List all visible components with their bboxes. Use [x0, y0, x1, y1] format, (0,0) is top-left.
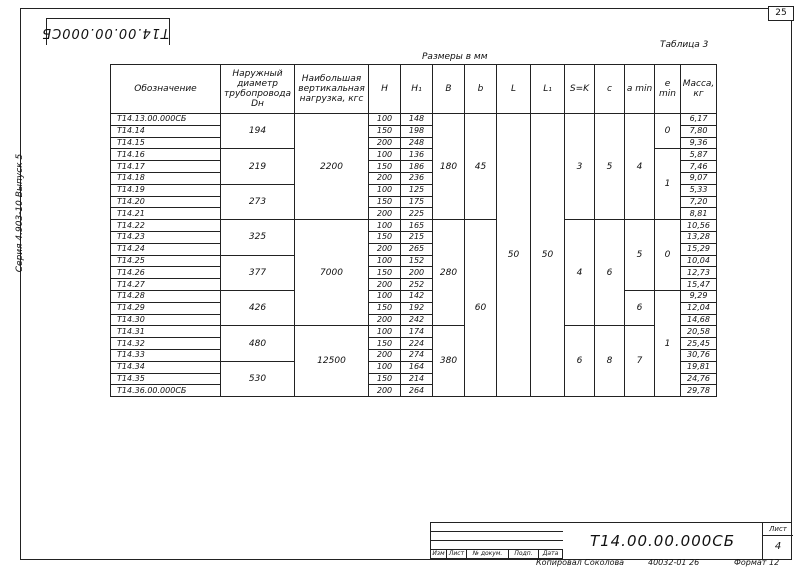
- col-sign: Подп.: [509, 550, 539, 559]
- H-cell: 200: [369, 385, 401, 397]
- designation-cell: Т14.21: [111, 208, 221, 220]
- H1-cell: 264: [401, 385, 433, 397]
- designation-cell: Т14.15: [111, 137, 221, 149]
- header-mass: Масса, кг: [681, 65, 717, 114]
- diameter-cell: 480: [221, 326, 295, 361]
- header-S-K: S=K: [565, 65, 595, 114]
- H1-cell: 200: [401, 267, 433, 279]
- revision-row-empty: [431, 523, 563, 532]
- H-cell: 150: [369, 125, 401, 137]
- H-cell: 100: [369, 255, 401, 267]
- designation-cell: Т14.19: [111, 184, 221, 196]
- copied-by-caption: Копировал Соколова: [536, 558, 625, 567]
- H1-cell: 274: [401, 349, 433, 361]
- H1-cell: 198: [401, 125, 433, 137]
- mass-cell: 15,29: [681, 243, 717, 255]
- header-max-load: Наибольшая вертикальная нагрузка, кгс: [295, 65, 369, 114]
- H-cell: 150: [369, 338, 401, 350]
- c-cell: 8: [595, 326, 625, 397]
- e-cell: 0: [655, 114, 681, 149]
- H1-cell: 225: [401, 208, 433, 220]
- H-cell: 100: [369, 361, 401, 373]
- header-row: [111, 65, 717, 114]
- B-cell: 280: [433, 220, 465, 326]
- mass-cell: 5,33: [681, 184, 717, 196]
- specification-table: [110, 64, 717, 397]
- table-row: [111, 220, 717, 232]
- mass-cell: 5,87: [681, 149, 717, 161]
- H-cell: 200: [369, 137, 401, 149]
- e-cell: 1: [655, 290, 681, 396]
- designation-cell: Т14.14: [111, 125, 221, 137]
- L-cell: 50: [497, 114, 531, 397]
- mass-cell: 19,81: [681, 361, 717, 373]
- H-cell: 200: [369, 314, 401, 326]
- designation-cell: Т14.32: [111, 338, 221, 350]
- designation-cell: Т14.25: [111, 255, 221, 267]
- col-list: Лист: [447, 550, 467, 559]
- designation-cell: Т14.30: [111, 314, 221, 326]
- designation-cell: Т14.20: [111, 196, 221, 208]
- H1-cell: 136: [401, 149, 433, 161]
- designation-cell: Т14.13.00.000СБ: [111, 114, 221, 126]
- a-cell: 5: [625, 220, 655, 291]
- mass-cell: 6,17: [681, 114, 717, 126]
- header-H: H: [369, 65, 401, 114]
- col-date: Дата: [539, 550, 563, 559]
- designation-cell: Т14.16: [111, 149, 221, 161]
- designation-cell: Т14.22: [111, 220, 221, 232]
- load-cell: 7000: [295, 220, 369, 326]
- header-e-min: e min: [655, 65, 681, 114]
- H1-cell: 152: [401, 255, 433, 267]
- revision-row-empty: [431, 541, 563, 550]
- B-cell: 380: [433, 326, 465, 397]
- H1-cell: 214: [401, 373, 433, 385]
- format-caption: Формат 12: [734, 558, 780, 567]
- document-designation: Т14.00.00.000СБ: [563, 523, 763, 559]
- e-cell: 0: [655, 220, 681, 291]
- H-cell: 100: [369, 290, 401, 302]
- H-cell: 200: [369, 243, 401, 255]
- archive-number: 40032-01 26: [648, 558, 700, 567]
- designation-cell: Т14.29: [111, 302, 221, 314]
- designation-cell: Т14.23: [111, 231, 221, 243]
- designation-cell: Т14.18: [111, 172, 221, 184]
- designation-cell: Т14.33: [111, 349, 221, 361]
- H-cell: 100: [369, 220, 401, 232]
- SK-cell: 3: [565, 114, 595, 220]
- H1-cell: 215: [401, 231, 433, 243]
- a-cell: 4: [625, 114, 655, 220]
- mass-cell: 15,47: [681, 279, 717, 291]
- mass-cell: 13,28: [681, 231, 717, 243]
- c-cell: 6: [595, 220, 625, 326]
- diameter-cell: 530: [221, 361, 295, 396]
- H-cell: 100: [369, 326, 401, 338]
- b-cell: 45: [465, 114, 497, 220]
- H1-cell: 252: [401, 279, 433, 291]
- mass-cell: 20,58: [681, 326, 717, 338]
- header-c: c: [595, 65, 625, 114]
- header-b: b: [465, 65, 497, 114]
- designation-cell: Т14.17: [111, 161, 221, 173]
- H-cell: 200: [369, 349, 401, 361]
- B-cell: 180: [433, 114, 465, 220]
- revision-row-empty: [431, 532, 563, 541]
- sheet-box: [763, 523, 793, 559]
- table-caption: Таблица 3: [660, 40, 709, 50]
- H-cell: 100: [369, 149, 401, 161]
- designation-cell: Т14.36.00.000СБ: [111, 385, 221, 397]
- designation-cell: Т14.31: [111, 326, 221, 338]
- mass-cell: 24,76: [681, 373, 717, 385]
- H1-cell: 125: [401, 184, 433, 196]
- mass-cell: 9,36: [681, 137, 717, 149]
- diameter-cell: 377: [221, 255, 295, 290]
- mass-cell: 14,68: [681, 314, 717, 326]
- H1-cell: 248: [401, 137, 433, 149]
- designation-cell: Т14.26: [111, 267, 221, 279]
- SK-cell: 4: [565, 220, 595, 326]
- mass-cell: 29,78: [681, 385, 717, 397]
- H1-cell: 165: [401, 220, 433, 232]
- H1-cell: 224: [401, 338, 433, 350]
- load-cell: 2200: [295, 114, 369, 220]
- designation-cell: Т14.35: [111, 373, 221, 385]
- header-designation: Обозначение: [111, 65, 221, 114]
- designation-cell: Т14.28: [111, 290, 221, 302]
- diameter-cell: 273: [221, 184, 295, 219]
- mass-cell: 10,04: [681, 255, 717, 267]
- H-cell: 200: [369, 279, 401, 291]
- H-cell: 150: [369, 231, 401, 243]
- L1-cell: 50: [531, 114, 565, 397]
- table-row: [111, 290, 717, 302]
- mass-cell: 7,46: [681, 161, 717, 173]
- mass-cell: 10,56: [681, 220, 717, 232]
- b-cell: 60: [465, 220, 497, 397]
- table-row: [111, 326, 717, 338]
- revision-grid: [431, 523, 563, 559]
- load-cell: 12500: [295, 326, 369, 397]
- H1-cell: 192: [401, 302, 433, 314]
- mass-cell: 8,81: [681, 208, 717, 220]
- H1-cell: 265: [401, 243, 433, 255]
- sheet-number: 4: [774, 541, 782, 552]
- col-izm: Изм: [431, 550, 447, 559]
- rotated-designation-stamp: Т14.00.00.000СБ: [46, 18, 170, 45]
- table-row: [111, 114, 717, 126]
- H-cell: 200: [369, 208, 401, 220]
- header-H1: H₁: [401, 65, 433, 114]
- mass-cell: 7,20: [681, 196, 717, 208]
- series-side-label: Серия 4.903-10 Выпуск 5: [15, 153, 25, 273]
- dimensions-caption: Размеры в мм: [422, 52, 488, 62]
- header-L1: L₁: [531, 65, 565, 114]
- a-cell: 6: [625, 290, 655, 325]
- corner-page-number: 25: [768, 6, 794, 21]
- mass-cell: 12,73: [681, 267, 717, 279]
- c-cell: 5: [595, 114, 625, 220]
- e-cell: 1: [655, 149, 681, 220]
- designation-cell: Т14.34: [111, 361, 221, 373]
- H1-cell: 175: [401, 196, 433, 208]
- H-cell: 100: [369, 184, 401, 196]
- mass-cell: 9,07: [681, 172, 717, 184]
- H-cell: 150: [369, 161, 401, 173]
- H1-cell: 148: [401, 114, 433, 126]
- H1-cell: 186: [401, 161, 433, 173]
- designation-cell: Т14.27: [111, 279, 221, 291]
- H-cell: 200: [369, 172, 401, 184]
- header-outer-diameter: Наружный диаметр трубопровода Dн: [221, 65, 295, 114]
- H1-cell: 236: [401, 172, 433, 184]
- title-block: [430, 522, 792, 560]
- mass-cell: 12,04: [681, 302, 717, 314]
- SK-cell: 6: [565, 326, 595, 397]
- H-cell: 150: [369, 196, 401, 208]
- H1-cell: 242: [401, 314, 433, 326]
- diameter-cell: 325: [221, 220, 295, 255]
- header-B: B: [433, 65, 465, 114]
- H-cell: 150: [369, 267, 401, 279]
- H-cell: 100: [369, 114, 401, 126]
- mass-cell: 25,45: [681, 338, 717, 350]
- header-L: L: [497, 65, 531, 114]
- mass-cell: 30,76: [681, 349, 717, 361]
- a-cell: 7: [625, 326, 655, 397]
- mass-cell: 9,29: [681, 290, 717, 302]
- mass-cell: 7,80: [681, 125, 717, 137]
- diameter-cell: 426: [221, 290, 295, 325]
- col-doc: № докум.: [467, 550, 509, 559]
- header-a-min: a min: [625, 65, 655, 114]
- designation-cell: Т14.24: [111, 243, 221, 255]
- diameter-cell: 219: [221, 149, 295, 184]
- H1-cell: 142: [401, 290, 433, 302]
- sheet-label: Лист: [763, 523, 793, 536]
- diameter-cell: 194: [221, 114, 295, 149]
- H-cell: 150: [369, 302, 401, 314]
- H1-cell: 164: [401, 361, 433, 373]
- H-cell: 150: [369, 373, 401, 385]
- H1-cell: 174: [401, 326, 433, 338]
